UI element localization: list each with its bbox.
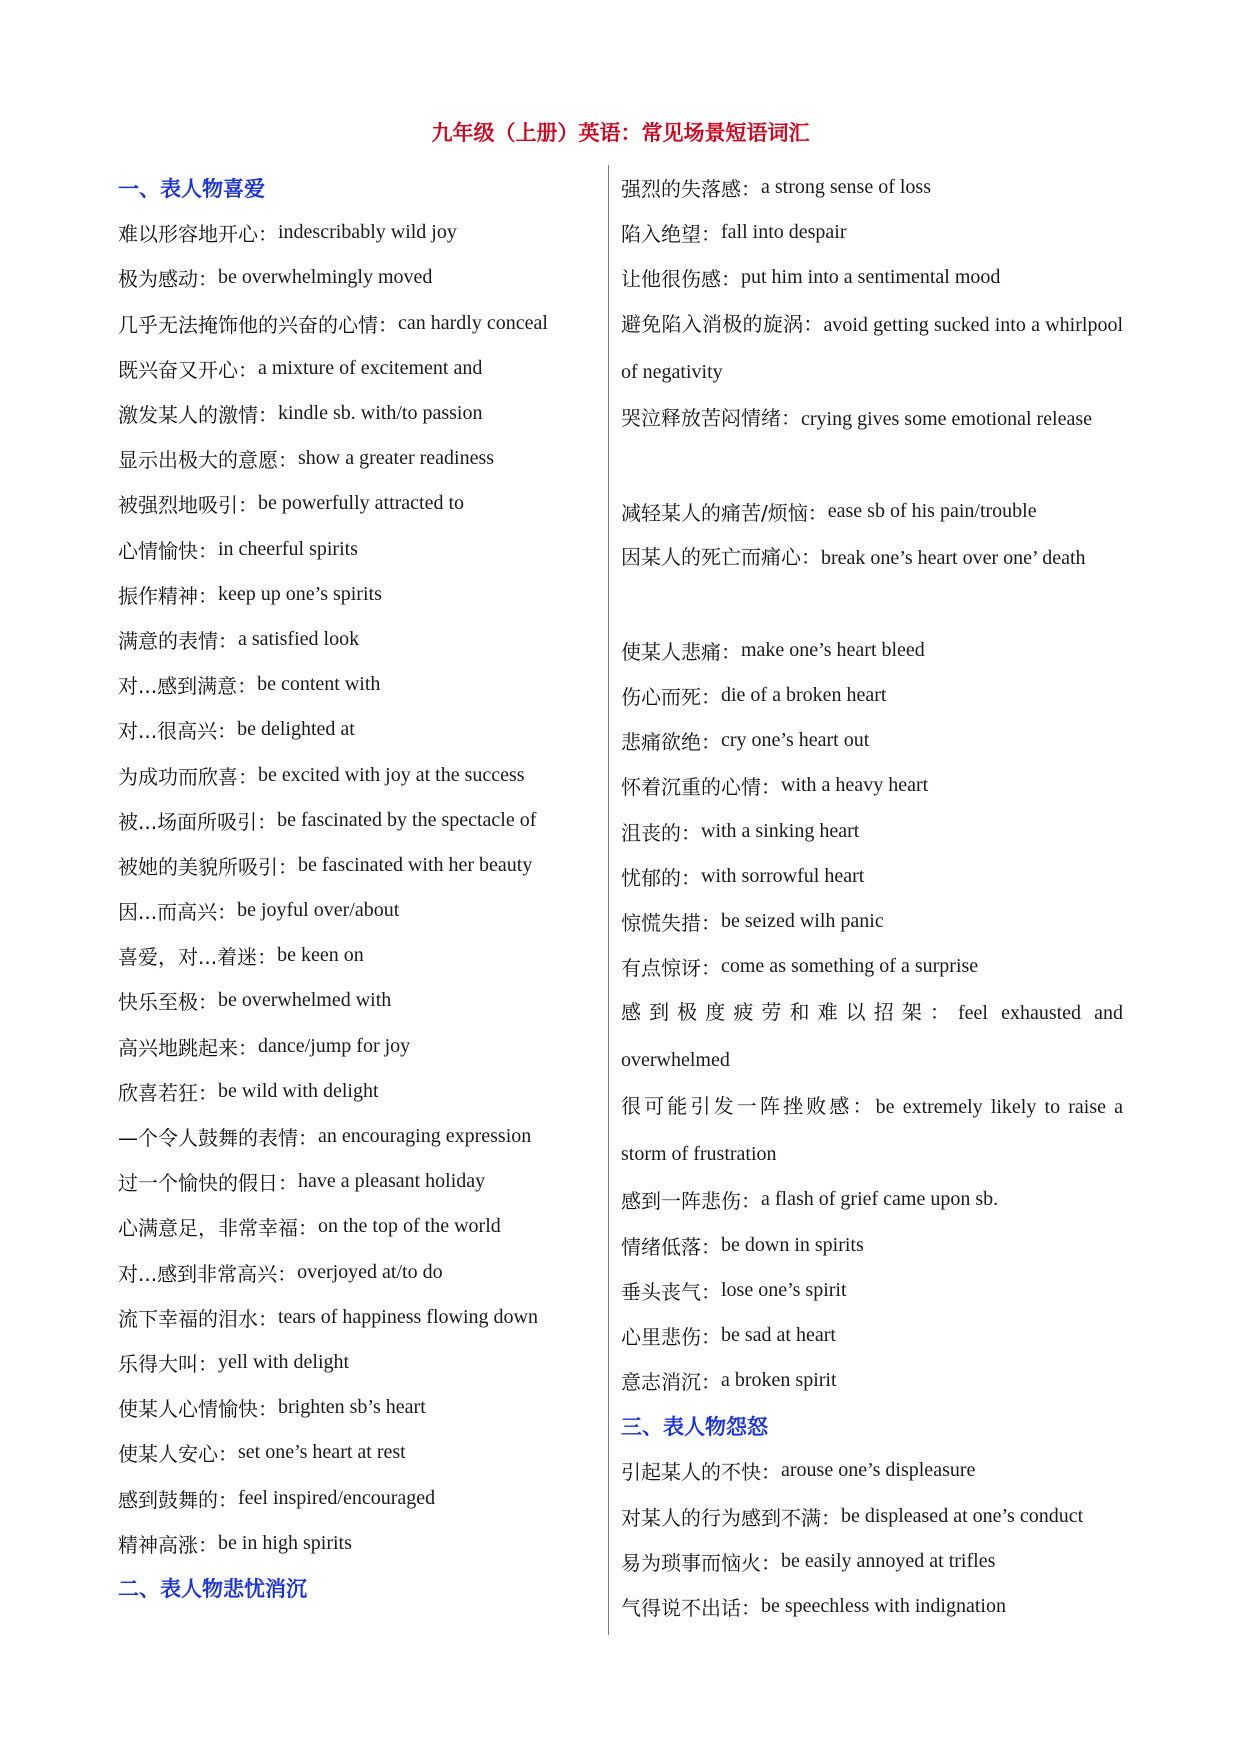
chinese-term: 满意的表情： [118,628,238,653]
vocab-entry [118,1250,588,1295]
vocab-entry [621,1268,1123,1313]
chinese-term: 怀着沉重的心情： [621,775,781,800]
vocab-entry [621,255,1123,300]
chinese-term: 因某人的死亡而痛心： [621,544,821,569]
vocab-entry [621,944,1123,989]
vocab-entry [621,854,1123,899]
chinese-term: 被她的美貌所吸引： [118,854,298,879]
vocab-entry [118,617,588,662]
section-heading: 一、表人物喜爱 [118,176,265,201]
chinese-term: 让他很伤感： [621,267,741,292]
chinese-term: 几乎无法掩饰他的兴奋的心情： [118,312,398,337]
chinese-term: 乐得大叫： [118,1351,218,1376]
vocab-entry [621,628,1123,673]
chinese-term: 极为感动： [118,267,218,292]
vocab-entry [118,888,588,933]
english-phrase: set one’s heart at rest [238,1441,406,1464]
vocab-entry [118,1204,588,1249]
chinese-term: 很可能引发一阵挫败感： [621,1094,876,1119]
vocab-entry [621,718,1123,763]
vocab-entry [118,527,588,572]
left-column [118,165,588,1611]
chinese-term: 喜爱，对...着迷： [118,945,278,970]
english-phrase: be keen on [277,944,364,967]
english-phrase: cry one’s heart out [721,729,870,752]
chinese-term: 精神高涨： [118,1532,218,1557]
vocab-entry [621,763,1123,808]
chinese-term: 使某人心情愉快： [118,1397,278,1422]
chinese-term: 难以形容地开心： [118,222,278,247]
vocab-entry [621,809,1123,854]
vocab-entry [118,1475,588,1520]
english-phrase: a mixture of excitement and [258,356,483,379]
chinese-term: 伤心而死： [621,685,721,710]
chinese-term: 过一个愉快的假日： [118,1171,298,1196]
vocab-entry [621,899,1123,944]
vocab-entry [621,1584,1123,1629]
section-heading: 二、表人物悲忧消沉 [118,1577,307,1602]
chinese-term: 心里悲伤： [621,1324,721,1349]
chinese-term: 避免陷入消极的旋涡： [621,311,824,336]
english-phrase: be joyful over/about [237,899,400,922]
chinese-term: 引起某人的不快： [621,1460,781,1485]
english-phrase: fall into despair [721,221,847,244]
english-phrase: kindle sb. with/to passion [278,402,483,425]
vocab-entry [118,978,588,1023]
english-phrase: show a greater readiness [298,447,495,470]
chinese-term: 使某人悲痛： [621,639,741,664]
english-phrase: have a pleasant holiday [298,1170,486,1193]
chinese-term: 减轻某人的痛苦/烦恼： [621,500,828,525]
vocab-entry [118,933,588,978]
english-phrase: brighten sb’s heart [278,1396,426,1419]
english-phrase: be powerfully attracted to [258,492,465,515]
vocab-entry [118,210,588,255]
english-phrase: die of a broken heart [721,684,887,707]
english-phrase: in cheerful spirits [218,537,358,560]
english-phrase: be extremely likely to raise a storm of frustration [621,1096,1123,1166]
vocab-entry [118,255,588,300]
chinese-term: 有点惊讶： [621,956,721,981]
chinese-term: 陷入绝望： [621,222,721,247]
vocab-entry [118,1069,588,1114]
chinese-term: 意志消沉： [621,1370,721,1395]
english-phrase: a flash of grief came upon sb. [761,1188,999,1211]
english-phrase: avoid getting sucked into a whirlpool of negativity [621,313,1123,383]
vocab-entry [118,346,588,391]
chinese-term: 被强烈地吸引： [118,493,258,518]
vocab-entry [118,1295,588,1340]
vocab-entry [621,534,1123,628]
english-phrase: yell with delight [218,1350,350,1373]
chinese-term: 易为琐事而恼火： [621,1550,781,1575]
vocab-entry [118,1385,588,1430]
english-phrase: with a sinking heart [701,819,860,842]
english-phrase: with sorrowful heart [701,864,865,887]
english-phrase: a satisfied look [238,627,360,650]
chinese-term: 流下幸福的泪水： [118,1306,278,1331]
english-phrase: be easily annoyed at trifles [781,1549,996,1572]
vocab-entry [621,210,1123,255]
english-phrase: can hardly conceal [398,311,548,334]
vocab-entry [621,165,1123,210]
vocab-entry [118,798,588,843]
chinese-term: 对...感到满意： [118,674,258,699]
vocab-entry [118,752,588,797]
english-phrase: be excited with joy at the success [258,763,525,786]
chinese-term: 使某人安心： [118,1442,238,1467]
chinese-term: 振作精神： [118,583,218,608]
chinese-term: 气得说不出话： [621,1596,761,1621]
english-phrase: be fascinated with her beauty [298,853,533,876]
english-phrase: feel inspired/encouraged [238,1486,436,1509]
vocab-entry [118,301,588,346]
vocab-entry [621,989,1123,1083]
english-phrase: overjoyed at/to do [297,1260,443,1283]
vocab-entry [621,1177,1123,1222]
column-divider [608,165,609,1635]
chinese-term: 对某人的行为感到不满： [621,1505,841,1530]
vocab-entry [118,436,588,481]
english-phrase: indescribably wild joy [278,221,457,244]
english-phrase: be in high spirits [218,1531,352,1554]
vocab-entry [621,1313,1123,1358]
chinese-term: 对...感到非常高兴： [118,1261,298,1286]
english-phrase: be sad at heart [721,1323,836,1346]
vocab-entry [621,673,1123,718]
vocab-entry [118,843,588,888]
vocab-entry [118,481,588,526]
page-title: 九年级（上册）英语：常见场景短语词汇 [431,121,810,145]
chinese-term: 垂头丧气： [621,1279,721,1304]
english-phrase: with a heavy heart [781,774,929,797]
chinese-term: 忧郁的： [621,865,701,890]
chinese-term: 因...而高兴： [118,900,238,925]
english-phrase: on the top of the world [318,1215,501,1238]
english-phrase: a strong sense of loss [761,176,931,199]
vocab-entry [118,707,588,752]
chinese-term: 高兴地跳起来： [118,1035,258,1060]
english-phrase: a broken spirit [721,1369,837,1392]
chinese-term: 悲痛欲绝： [621,730,721,755]
english-phrase: feel exhausted and overwhelmed [621,1002,1123,1072]
english-phrase: keep up one’s spirits [218,582,382,605]
chinese-term: 强烈的失落感： [621,177,761,202]
english-phrase: be speechless with indignation [761,1595,1006,1618]
english-phrase: break one’s heart over one’ death [821,546,1086,569]
chinese-term: 心情愉快： [118,538,218,563]
chinese-term: 感到鼓舞的： [118,1487,238,1512]
english-phrase: be displeased at one’s conduct [841,1504,1084,1527]
chinese-term: 激发某人的激情： [118,403,278,428]
chinese-term: 沮丧的： [621,820,701,845]
right-column [621,165,1123,1629]
english-phrase: be content with [257,673,381,696]
english-phrase: come as something of a surprise [721,955,979,978]
chinese-term: 感到极度疲劳和难以招架： [621,1000,959,1025]
chinese-term: 哭泣释放苦闷情绪： [621,405,801,430]
english-phrase: ease sb of his pain/trouble [827,499,1037,522]
english-phrase: arouse one’s displeasure [781,1459,976,1482]
vocab-entry [621,489,1123,534]
english-phrase: be fascinated by the spectacle of [277,808,537,831]
vocab-entry [621,1539,1123,1584]
english-phrase: dance/jump for joy [258,1034,411,1057]
vocab-entry [118,1521,588,1566]
vocab-entry [621,1222,1123,1267]
english-phrase: an encouraging expression [318,1125,532,1148]
vocab-entry [621,1083,1123,1177]
vocab-entry [621,301,1123,395]
english-phrase: be overwhelmed with [218,989,392,1012]
chinese-term: 欣喜若狂： [118,1080,218,1105]
vocab-entry [118,572,588,617]
vocab-entry [621,395,1123,489]
english-phrase: be overwhelmingly moved [218,266,433,289]
english-phrase: put him into a sentimental mood [741,266,1001,289]
english-phrase: be wild with delight [218,1079,379,1102]
section-heading: 三、表人物怨怒 [621,1414,768,1439]
vocab-entry [118,1340,588,1385]
chinese-term: 情绪低落： [621,1234,721,1259]
chinese-term: 心满意足，非常幸福： [118,1216,318,1241]
vocab-entry [118,1159,588,1204]
english-phrase: tears of happiness flowing down [278,1305,538,1328]
chinese-term: 对...很高兴： [118,719,238,744]
vocab-entry [118,1024,588,1069]
chinese-term: 快乐至极： [118,990,218,1015]
vocab-entry [621,1448,1123,1493]
vocab-entry [118,391,588,436]
chinese-term: 感到一阵悲伤： [621,1189,761,1214]
english-phrase: crying gives some emotional release [801,407,1093,430]
english-phrase: be delighted at [237,718,355,741]
chinese-term: 惊慌失措： [621,910,721,935]
vocab-entry [118,1430,588,1475]
chinese-term: 既兴奋又开心： [118,357,258,382]
chinese-term: 为成功而欣喜： [118,764,258,789]
vocab-entry [621,1494,1123,1539]
chinese-term: 显示出极大的意愿： [118,448,298,473]
english-phrase: lose one’s spirit [721,1278,847,1301]
english-phrase: be seized wilh panic [721,909,884,932]
english-phrase: make one’s heart bleed [741,638,925,661]
vocab-entry [621,1358,1123,1403]
chinese-term: —个令人鼓舞的表情： [118,1126,318,1151]
vocab-entry [118,662,588,707]
english-phrase: be down in spirits [721,1233,864,1256]
chinese-term: 被...场面所吸引： [118,809,278,834]
vocab-entry [118,1114,588,1159]
